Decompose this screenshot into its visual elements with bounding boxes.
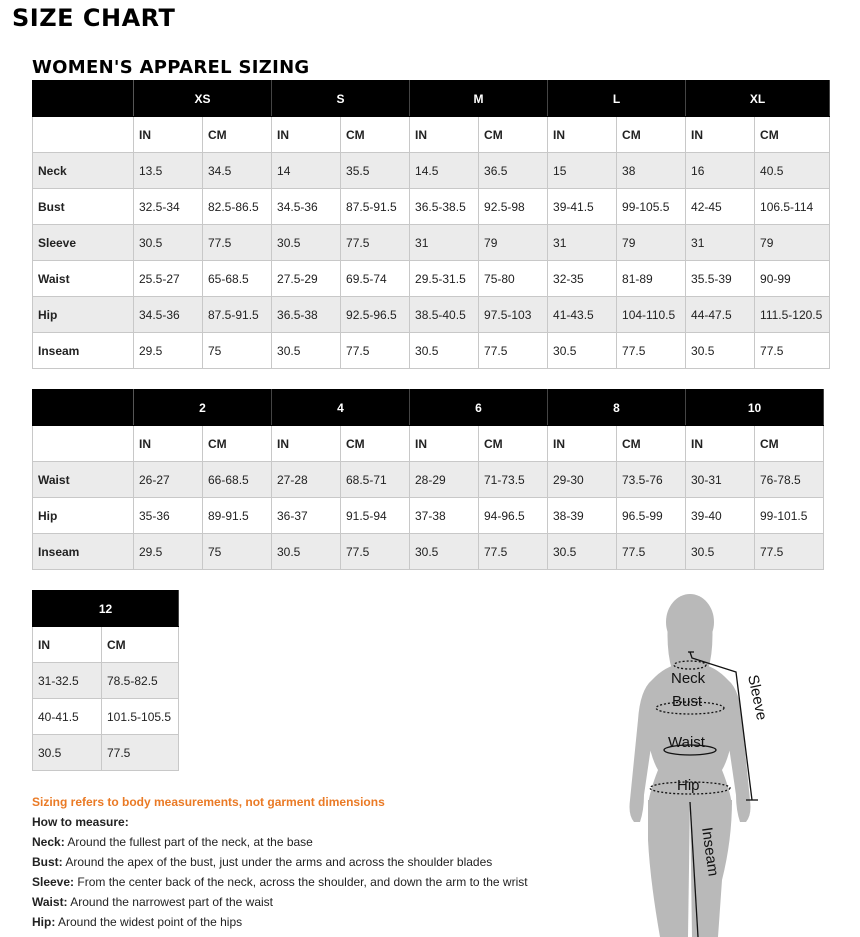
measure-cell: 30.5 (272, 225, 341, 261)
measure-cell: 92.5-96.5 (341, 297, 410, 333)
note-desc: Around the fullest part of the neck, at the base (64, 835, 313, 849)
header-corner-cell (33, 81, 134, 117)
measure-cell: 30.5 (410, 534, 479, 570)
measure-cell: 87.5-91.5 (203, 297, 272, 333)
section-title: WOMEN'S APPAREL SIZING (32, 57, 310, 78)
measure-cell: 34.5-36 (272, 189, 341, 225)
note-bust (32, 852, 592, 872)
measure-cell: 81-89 (617, 261, 686, 297)
measure-cell: 30.5 (548, 534, 617, 570)
unit-cell: IN (686, 117, 755, 153)
measure-cell: 99-101.5 (755, 498, 824, 534)
note-term: Neck: (32, 835, 65, 849)
measure-cell: 101.5-105.5 (102, 699, 179, 735)
measure-cell: 36-37 (272, 498, 341, 534)
waist-label: Waist (668, 734, 705, 751)
row-label: Waist (33, 261, 134, 297)
row-label: Hip (33, 498, 134, 534)
measure-cell: 39-40 (686, 498, 755, 534)
measure-cell: 66-68.5 (203, 462, 272, 498)
unit-corner-cell (33, 426, 134, 462)
measure-cell: 77.5 (341, 225, 410, 261)
size-header-cell: L (548, 81, 686, 117)
measure-cell: 77.5 (341, 333, 410, 369)
unit-cell: CM (617, 117, 686, 153)
measure-cell: 30.5 (686, 333, 755, 369)
measure-cell: 26-27 (134, 462, 203, 498)
unit-cell: IN (272, 117, 341, 153)
table-row (33, 699, 179, 735)
measure-cell: 27.5-29 (272, 261, 341, 297)
measure-cell: 31 (686, 225, 755, 261)
measure-cell: 29.5 (134, 333, 203, 369)
measure-cell: 89-91.5 (203, 498, 272, 534)
measure-cell: 31 (548, 225, 617, 261)
neck-label: Neck (671, 670, 706, 687)
measure-cell: 15 (548, 153, 617, 189)
measure-cell: 106.5-114 (755, 189, 830, 225)
sizing-note: Sizing refers to body measurements, not garment dimensions (32, 795, 385, 809)
measure-cell: 69.5-74 (341, 261, 410, 297)
measure-cell: 30.5 (134, 225, 203, 261)
size-table-size-12 (32, 590, 179, 771)
measure-cell: 77.5 (755, 333, 830, 369)
unit-cell: CM (479, 117, 548, 153)
measure-cell: 77.5 (479, 534, 548, 570)
unit-row (33, 426, 824, 462)
size-header-cell: 12 (33, 591, 179, 627)
measure-cell: 99-105.5 (617, 189, 686, 225)
measure-cell: 30.5 (548, 333, 617, 369)
measure-cell: 30.5 (33, 735, 102, 771)
row-label: Waist (33, 462, 134, 498)
measure-cell: 73.5-76 (617, 462, 686, 498)
how-to-measure-heading: How to measure: (32, 815, 129, 829)
size-header-cell: XS (134, 81, 272, 117)
unit-cell: IN (134, 117, 203, 153)
size-header-cell: 2 (134, 390, 272, 426)
size-table-numeric (32, 389, 824, 570)
unit-cell: IN (548, 117, 617, 153)
unit-cell: CM (755, 117, 830, 153)
table-row (33, 735, 179, 771)
measure-cell: 77.5 (203, 225, 272, 261)
unit-cell: CM (102, 627, 179, 663)
size-header-cell: XL (686, 81, 830, 117)
measure-cell: 44-47.5 (686, 297, 755, 333)
measure-cell: 42-45 (686, 189, 755, 225)
measure-cell: 90-99 (755, 261, 830, 297)
sleeve-label: Sleeve (744, 673, 771, 722)
measure-cell: 36.5-38 (272, 297, 341, 333)
measure-cell: 87.5-91.5 (341, 189, 410, 225)
hip-label: Hip (677, 777, 700, 794)
unit-cell: IN (686, 426, 755, 462)
unit-cell: IN (134, 426, 203, 462)
measure-cell: 75 (203, 333, 272, 369)
size-header-row (33, 81, 830, 117)
measure-cell: 29.5-31.5 (410, 261, 479, 297)
size-header-row (33, 390, 824, 426)
measure-cell: 39-41.5 (548, 189, 617, 225)
size-header-cell: S (272, 81, 410, 117)
table-row (33, 225, 830, 261)
measure-cell: 78.5-82.5 (102, 663, 179, 699)
measure-cell: 77.5 (617, 534, 686, 570)
measure-cell: 77.5 (102, 735, 179, 771)
measure-cell: 14 (272, 153, 341, 189)
unit-cell: IN (33, 627, 102, 663)
measure-cell: 35.5-39 (686, 261, 755, 297)
measure-cell: 35.5 (341, 153, 410, 189)
unit-cell: CM (617, 426, 686, 462)
size-header-cell: 10 (686, 390, 824, 426)
measure-cell: 36.5-38.5 (410, 189, 479, 225)
unit-row (33, 627, 179, 663)
size-table-apparel (32, 80, 830, 369)
measure-cell: 79 (755, 225, 830, 261)
unit-corner-cell (33, 117, 134, 153)
note-desc: From the center back of the neck, across the shoulder, and down the arm to the wrist (74, 875, 528, 889)
table-row (33, 333, 830, 369)
measure-cell: 75 (203, 534, 272, 570)
unit-cell: CM (479, 426, 548, 462)
measure-cell: 35-36 (134, 498, 203, 534)
row-label: Bust (33, 189, 134, 225)
page-title: SIZE CHART (12, 4, 176, 32)
measure-cell: 77.5 (755, 534, 824, 570)
measure-cell: 14.5 (410, 153, 479, 189)
measure-cell: 28-29 (410, 462, 479, 498)
measure-cell: 34.5-36 (134, 297, 203, 333)
measure-cell: 31 (410, 225, 479, 261)
note-neck (32, 832, 592, 852)
table-row (33, 498, 824, 534)
table-row (33, 534, 824, 570)
size-header-cell: 8 (548, 390, 686, 426)
measure-cell: 30.5 (686, 534, 755, 570)
size-header-cell: 6 (410, 390, 548, 426)
measure-cell: 25.5-27 (134, 261, 203, 297)
measure-cell: 13.5 (134, 153, 203, 189)
measure-cell: 27-28 (272, 462, 341, 498)
note-term: Bust: (32, 855, 63, 869)
unit-row (33, 117, 830, 153)
measure-cell: 36.5 (479, 153, 548, 189)
table-row (33, 261, 830, 297)
size-header-cell: M (410, 81, 548, 117)
unit-cell: CM (755, 426, 824, 462)
header-corner-cell (33, 390, 134, 426)
measure-cell: 32-35 (548, 261, 617, 297)
row-label: Neck (33, 153, 134, 189)
table-row (33, 153, 830, 189)
measure-cell: 30.5 (410, 333, 479, 369)
note-desc: Around the apex of the bust, just under the arms and across the shoulder blades (62, 855, 493, 869)
measure-cell: 76-78.5 (755, 462, 824, 498)
table-row (33, 189, 830, 225)
measure-cell: 82.5-86.5 (203, 189, 272, 225)
row-label: Hip (33, 297, 134, 333)
measure-cell: 75-80 (479, 261, 548, 297)
measure-cell: 94-96.5 (479, 498, 548, 534)
note-desc: Around the widest point of the hips (55, 915, 243, 929)
measure-cell: 41-43.5 (548, 297, 617, 333)
measure-cell: 30.5 (272, 534, 341, 570)
measure-cell: 30-31 (686, 462, 755, 498)
measure-cell: 91.5-94 (341, 498, 410, 534)
measurement-notes (32, 792, 592, 932)
note-desc: Around the narrowest part of the waist (67, 895, 274, 909)
unit-cell: IN (410, 426, 479, 462)
note-waist (32, 892, 592, 912)
measure-cell: 37-38 (410, 498, 479, 534)
body-silhouette-icon (630, 594, 751, 937)
note-sleeve (32, 872, 592, 892)
measure-cell: 29.5 (134, 534, 203, 570)
table-row (33, 297, 830, 333)
row-label: Sleeve (33, 225, 134, 261)
bust-label: Bust (672, 693, 703, 710)
measure-cell: 68.5-71 (341, 462, 410, 498)
measure-cell: 71-73.5 (479, 462, 548, 498)
measure-cell: 38 (617, 153, 686, 189)
measure-cell: 92.5-98 (479, 189, 548, 225)
size-header-cell: 4 (272, 390, 410, 426)
table-row (33, 462, 824, 498)
measure-cell: 40.5 (755, 153, 830, 189)
table-row (33, 663, 179, 699)
measure-cell: 79 (479, 225, 548, 261)
unit-cell: IN (410, 117, 479, 153)
unit-cell: IN (272, 426, 341, 462)
note-term: Sleeve: (32, 875, 75, 889)
measure-cell: 38.5-40.5 (410, 297, 479, 333)
unit-cell: IN (548, 426, 617, 462)
measure-cell: 65-68.5 (203, 261, 272, 297)
row-label: Inseam (33, 333, 134, 369)
measure-cell: 77.5 (341, 534, 410, 570)
inseam-label: Inseam (698, 826, 722, 878)
measure-cell: 29-30 (548, 462, 617, 498)
measure-cell: 31-32.5 (33, 663, 102, 699)
size-header-row (33, 591, 179, 627)
measure-cell: 34.5 (203, 153, 272, 189)
measure-cell: 16 (686, 153, 755, 189)
unit-cell: CM (203, 117, 272, 153)
note-term: Hip: (32, 915, 56, 929)
measure-cell: 77.5 (479, 333, 548, 369)
unit-cell: CM (341, 117, 410, 153)
measure-cell: 38-39 (548, 498, 617, 534)
measurement-figure (610, 590, 810, 937)
row-label: Inseam (33, 534, 134, 570)
measure-cell: 79 (617, 225, 686, 261)
unit-cell: CM (341, 426, 410, 462)
measure-cell: 96.5-99 (617, 498, 686, 534)
measure-cell: 32.5-34 (134, 189, 203, 225)
measure-cell: 30.5 (272, 333, 341, 369)
note-hip (32, 912, 592, 932)
measure-cell: 97.5-103 (479, 297, 548, 333)
unit-cell: CM (203, 426, 272, 462)
measure-cell: 40-41.5 (33, 699, 102, 735)
note-term: Waist: (32, 895, 68, 909)
measure-cell: 104-110.5 (617, 297, 686, 333)
measure-cell: 111.5-120.5 (755, 297, 830, 333)
measure-cell: 77.5 (617, 333, 686, 369)
